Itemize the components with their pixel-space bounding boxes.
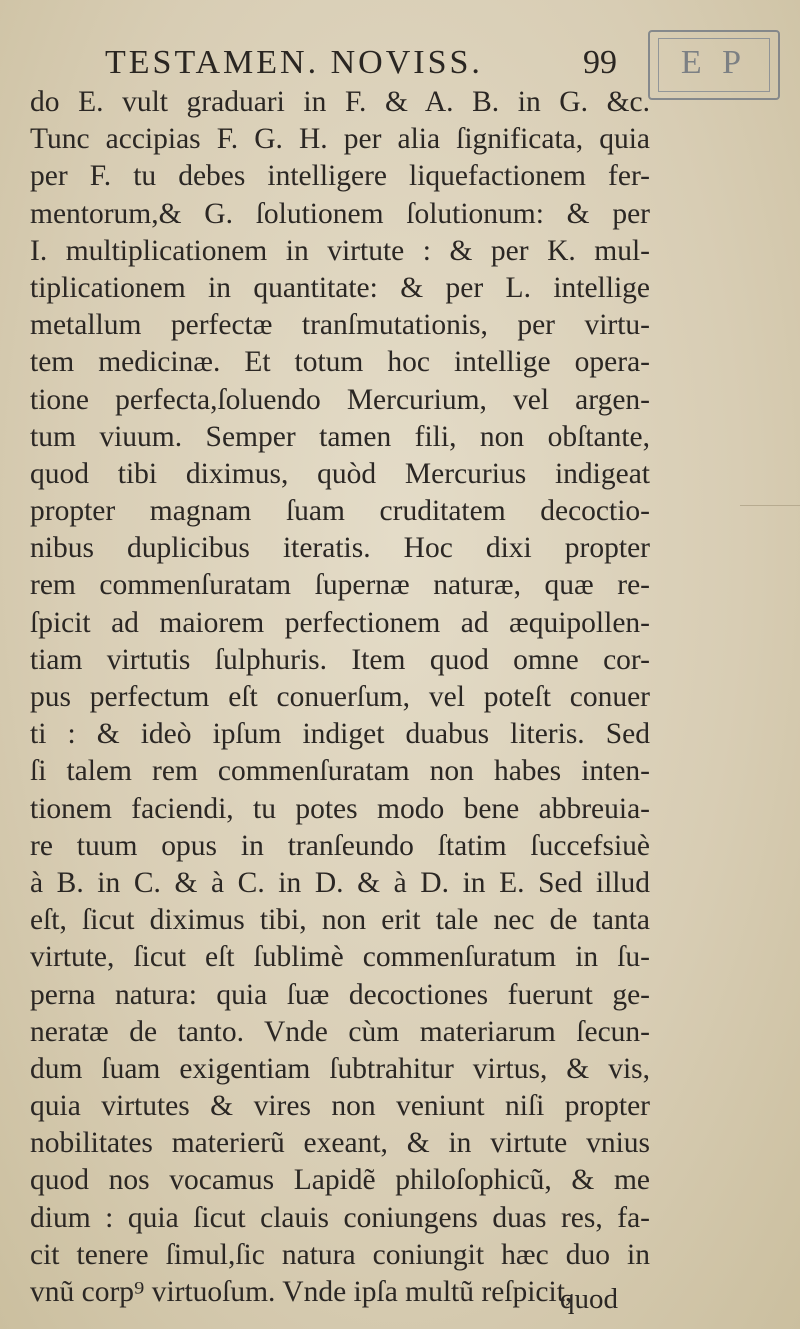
text-line: pus perfectum eſt conuerſum, vel poteſt conuer — [30, 681, 650, 713]
text-line: à B. in C. & à C. in D. & à D. in E. Sed illud — [30, 866, 650, 899]
text-line: per F. tu debes intelligere liquefactionem fer- — [30, 160, 650, 193]
text-line: re tuum opus in tranſeundo ſtatim ſuccefsiuè — [30, 829, 650, 862]
text-line: tum viuum. Semper tamen fili, non obſtante, — [30, 420, 650, 453]
text-line: nibus duplicibus iteratis. Hoc dixi propter — [30, 532, 650, 565]
text-line: virtute, ſicut eſt ſublimè commenſuratum in ſu- — [30, 941, 650, 974]
text-line: tione perfecta,ſoluendo Mercurium, vel argen- — [30, 383, 650, 416]
text-line: neratæ de tanto. Vnde cùm materiarum ſecun- — [30, 1015, 650, 1048]
text-line: dum ſuam exigentiam ſubtrahitur virtus, & vis, — [30, 1052, 650, 1085]
text-line: tiplicationem in quantitate: & per L. intellige — [30, 271, 650, 304]
text-line: dium : quia ſicut clauis coniungens duas res, fa- — [30, 1201, 650, 1234]
text-line: do E. vult graduari in F. & A. B. in G. &c. — [30, 86, 650, 118]
text-line: perna natura: quia ſuæ decoctiones fuerunt ge- — [30, 978, 650, 1011]
text-line: eſt, ſicut diximus tibi, non erit tale nec de tanta — [30, 904, 650, 937]
text-line: I. multiplicationem in virtute : & per K. mul- — [30, 234, 650, 267]
text-line: ſpicit ad maiorem perfectionem ad æquipollen- — [30, 606, 650, 639]
text-line: vnũ corp⁹ virtuoſum. Vnde ipſa multũ reſpicit, — [30, 1276, 573, 1308]
body-text — [30, 84, 650, 1311]
text-line: cit tenere ſimul,ſic natura coniungit hæc duo in — [30, 1238, 650, 1271]
text-line: quia virtutes & vires non veniunt niſi propter — [30, 1090, 650, 1123]
page-number: 99 — [583, 44, 617, 81]
stamp-lettering: E P — [680, 44, 748, 81]
text-line: quod tibi diximus, quòd Mercurius indigeat — [30, 457, 650, 490]
text-line: rem commenſuratam ſupernæ naturæ, quæ re- — [30, 569, 650, 602]
text-line: ti : & ideò ipſum indiget duabus literis. Sed — [30, 718, 650, 751]
text-line: ſi talem rem commenſuratam non habes inten- — [30, 755, 650, 788]
library-stamp — [648, 30, 780, 100]
text-line: tem medicinæ. Et totum hoc intellige opera- — [30, 346, 650, 379]
text-line: propter magnam ſuam cruditatem decoctio- — [30, 495, 650, 528]
text-line: metallum perfectæ tranſmutationis, per virtu- — [30, 309, 650, 342]
text-line: Tunc accipias F. G. H. per alia ſignificata, quia — [30, 123, 650, 156]
text-line: nobilitates materierũ exeant, & in virtute vnius — [30, 1127, 650, 1160]
running-title: TESTAMEN. NOVISS. — [105, 44, 483, 81]
text-line: tionem faciendi, tu potes modo bene abbreuia- — [30, 792, 650, 825]
text-line: quod nos vocamus Lapidẽ philoſophicũ, & me — [30, 1164, 650, 1197]
text-line: mentorum,& G. ſolutionem ſolutionum: & per — [30, 197, 650, 230]
text-line: tiam virtutis ſulphuris. Item quod omne cor- — [30, 643, 650, 676]
catchword: quod — [560, 1283, 618, 1315]
margin-mark — [740, 505, 800, 506]
